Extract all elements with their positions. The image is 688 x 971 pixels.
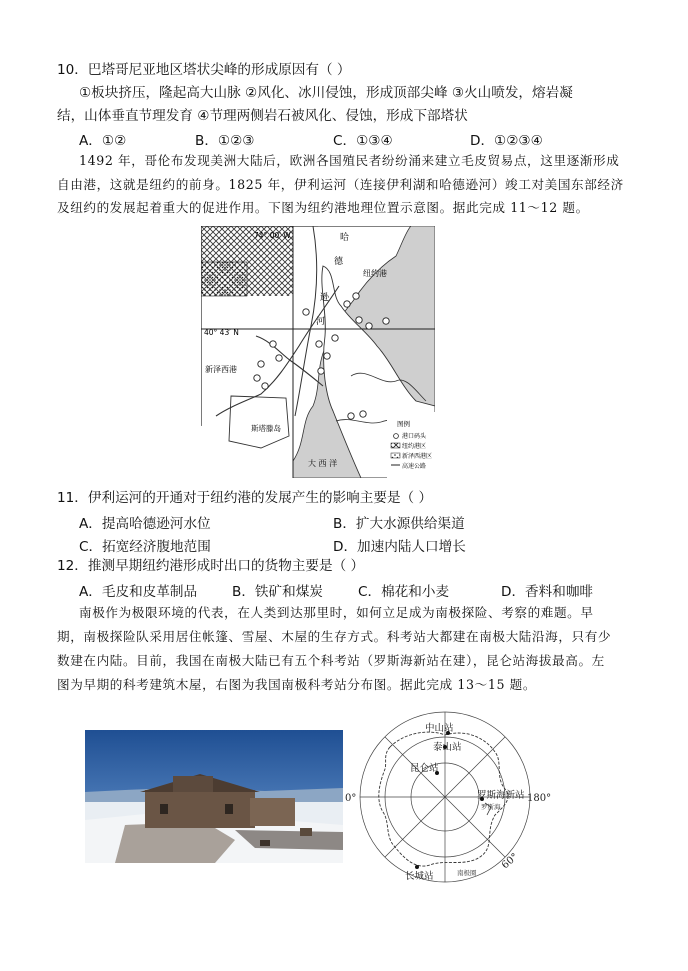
map1-legend-highway: 高速公路 <box>402 463 427 470</box>
q10-stem: 10．巴塔哥尼亚地区塔状尖峰的形成原因有（ ） <box>57 62 351 78</box>
q11-option-a: A．提高哈德逊河水位 <box>79 516 211 532</box>
station-great-wall: 长城站 <box>405 871 434 882</box>
q10-statements-line1: ①板块挤压，隆起高大山脉 ②风化、冰川侵蚀，形成顶部尖峰 ③火山喷发，熔岩凝 <box>79 85 573 101</box>
q12-option-d: D．香料和咖啡 <box>501 584 594 600</box>
q11-option-c: C．拓宽经济腹地范围 <box>79 539 211 555</box>
station-ross-sea-new: 罗斯海新站 <box>477 790 525 801</box>
map1-legend-dock: 港口码头 <box>402 433 427 440</box>
q12-option-b: B．铁矿和煤炭 <box>232 584 323 600</box>
station-zhongshan: 中山站 <box>425 723 454 734</box>
q12-stem: 12．推测早期纽约港形成时出口的货物主要是（ ） <box>57 558 365 574</box>
map1-river-char-4: 河 <box>316 317 326 327</box>
q10-option-a: A．①② <box>79 133 127 149</box>
map1-nj-port-label: 新泽西港 <box>205 365 237 374</box>
q12-option-c: C．棉花和小麦 <box>358 584 450 600</box>
map1-ny-port-label: 纽约港 <box>363 269 387 278</box>
map1-atlantic-label: 大 西 洋 <box>308 459 338 468</box>
passage1-line2: 自由港，这就是纽约的前身。1825 年，伊利运河（连接伊利湖和哈德逊河）竣工对美国东部经济 <box>57 177 624 192</box>
map2-right-degree: 180° <box>527 793 552 804</box>
q11-option-b: B．扩大水源供给渠道 <box>333 516 465 532</box>
new-york-port-map <box>201 226 435 478</box>
passage1-line1: 1492 年，哥伦布发现美洲大陆后，欧洲各国殖民者纷纷涌来建立毛皮贸易点，这里逐渐形成 <box>79 153 620 168</box>
map1-legend-nj: 新泽西港区 <box>402 453 433 460</box>
passage2-line1: 南极作为极限环境的代表，在人类到达那里时，如何立足成为南极探险、考察的难题。早 <box>79 605 594 620</box>
passage2-line4: 图为早期的科考建筑木屋，右图为我国南极科考站分布图。据此完成 13～15 题。 <box>57 677 537 692</box>
map1-river-char-3: 逊 <box>320 293 330 303</box>
station-taishan: 泰山站 <box>433 742 462 753</box>
map1-river-char-2: 德 <box>334 257 344 267</box>
map1-legend-title: 图例 <box>397 420 410 428</box>
antarctic-hut-photo <box>85 730 343 863</box>
dock-legend-icon <box>394 434 399 439</box>
map1-staten-island-label: 斯塔滕岛 <box>251 424 281 433</box>
q11-stem: 11．伊利运河的开通对于纽约港的发展产生的影响主要是（ ） <box>57 490 433 506</box>
passage1-line3: 及纽约的发展起着重大的促进作用。下图为纽约港地理位置示意图。据此完成 11～12 题。 <box>57 200 589 215</box>
ross-sea-label: 罗斯海 <box>481 803 501 811</box>
q10-statements-line2: 结，山体垂直节理发育 ④节理两侧岩石被风化、侵蚀，形成下部塔状 <box>57 108 468 124</box>
q10-option-d: D．①②③④ <box>470 133 543 149</box>
station-kunlun: 昆仑站 <box>410 763 439 774</box>
map1-legend <box>387 412 435 478</box>
q10-option-c: C．①③④ <box>333 133 393 149</box>
antarctic-stations-map <box>345 707 555 887</box>
map2-left-degree: 0° <box>345 793 357 804</box>
q12-option-a: A．毛皮和皮革制品 <box>79 584 198 600</box>
map1-longitude-label: 74° 00′ W <box>254 231 291 240</box>
map1-river-char-1: 哈 <box>340 233 350 243</box>
antarctic-circle-label: 南极圈 <box>457 869 477 877</box>
passage2-line3: 数建在内陆。目前，我国在南极大陆已有五个科考站（罗斯海新站在建），昆仑站海拔最高。左 <box>57 653 605 668</box>
map1-legend-ny: 纽约港区 <box>402 443 427 450</box>
passage2-line2: 期，南极探险队采用居住帐篷、雪屋、木屋的生存方式。科考站大都建在南极大陆沿海，只有少 <box>57 629 612 644</box>
map1-latitude-label: 40° 43′ N <box>204 328 239 337</box>
ny-port-zone-legend-icon <box>391 443 400 448</box>
q10-option-b: B．①②③ <box>195 133 255 149</box>
map2-bottom-degree: 60° <box>499 851 521 872</box>
nj-port-zone-legend-icon <box>391 453 400 458</box>
q11-option-d: D．加速内陆人口增长 <box>333 539 466 555</box>
